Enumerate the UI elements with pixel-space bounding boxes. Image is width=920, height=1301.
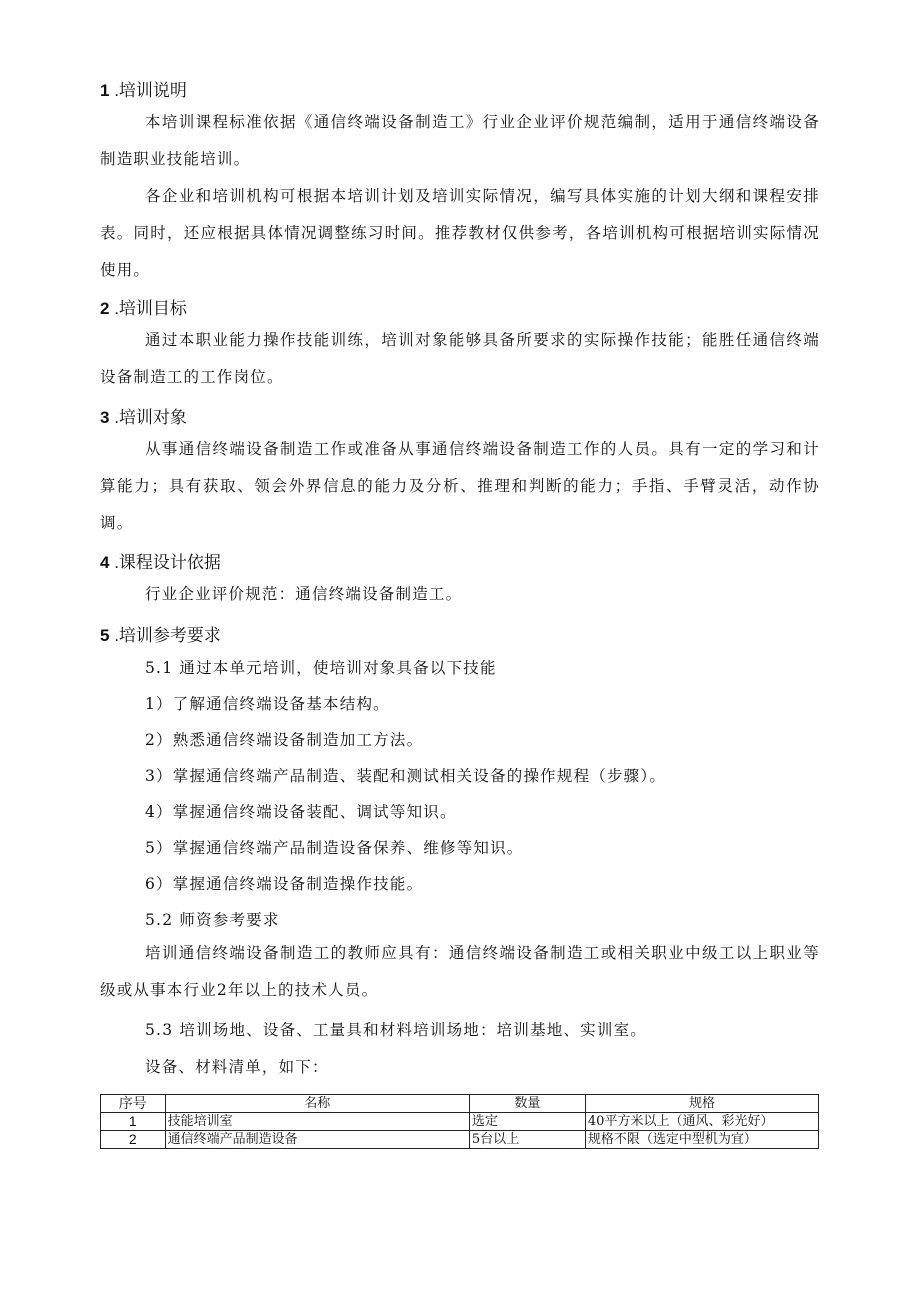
column-header: 数量 [469,1095,585,1113]
table-cell: 2 [101,1131,166,1149]
column-header: 序号 [101,1095,166,1113]
section-title: .培训参考要求 [114,626,221,645]
section-number: 5 [100,626,110,645]
subsection-5-3: 5.3 培训场地、设备、工量具和材料培训场地：培训基地、实训室。 [145,1021,647,1039]
column-header: 规格 [585,1095,818,1113]
table-row [101,1131,819,1149]
table-cell: 通信终端产品制造设备 [165,1131,469,1149]
section-title: .培训目标 [114,299,187,318]
equipment-table [100,1094,819,1149]
subsection-5-2: 5.2 师资参考要求 [145,911,280,929]
table-header-row [101,1095,819,1113]
table-cell: 40平方米以上（通风、彩光好） [585,1113,818,1131]
paragraph: 培训通信终端设备制造工的教师应具有：通信终端设备制造工或相关职业中级工以上职业等级或从事本行业2年以上的技术人员。 [100,944,820,999]
paragraph: 本培训课程标准依据《通信终端设备制造工》行业企业评价规范编制，适用于通信终端设备制造职业技能培训。 [100,113,820,168]
column-header: 名称 [165,1095,469,1113]
section-number: 1 [100,81,110,100]
section-title: .培训对象 [114,408,187,427]
section-2-heading [100,294,187,319]
list-item: 3）掌握通信终端产品制造、装配和测试相关设备的操作规程（步骤）。 [145,767,667,785]
section-3-heading [100,403,187,428]
section-5-heading [100,621,221,646]
subsection-5-1: 5.1 通过本单元培训，使培训对象具备以下技能 [145,659,497,677]
section-1-heading [100,76,187,101]
list-item: 2）熟悉通信终端设备制造加工方法。 [145,731,424,749]
list-item: 1）了解通信终端设备基本结构。 [145,695,390,713]
paragraph: 从事通信终端设备制造工作或准备从事通信终端设备制造工作的人员。具有一定的学习和计算能力；具有获取、领会外界信息的能力及分析、推理和判断的能力；手指、手臂灵活，动作协调。 [100,440,820,532]
paragraph: 通过本职业能力操作技能训练，培训对象能够具备所要求的实际操作技能；能胜任通信终端设备制造工的工作岗位。 [100,331,820,386]
table-cell: 1 [101,1113,166,1131]
list-intro: 设备、材料清单，如下： [145,1058,329,1076]
list-item: 4）掌握通信终端设备装配、调试等知识。 [145,803,457,821]
section-number: 3 [100,408,110,427]
table-cell: 规格不限（选定中型机为宜） [585,1131,818,1149]
list-item: 5）掌握通信终端产品制造设备保养、维修等知识。 [145,839,524,857]
paragraph: 各企业和培训机构可根据本培训计划及培训实际情况，编写具体实施的计划大纲和课程安排表。同时，还应根据具体情况调整练习时间。推荐教材仅供参考，各培训机构可根据培训实际情况使用。 [100,187,820,279]
table-cell: 技能培训室 [165,1113,469,1131]
section-title: .课程设计依据 [114,553,221,572]
table-row [101,1113,819,1131]
table-cell: 5台以上 [469,1131,585,1149]
paragraph: 行业企业评价规范：通信终端设备制造工。 [145,585,463,603]
section-number: 4 [100,553,110,572]
list-item: 6）掌握通信终端设备制造操作技能。 [145,875,424,893]
section-number: 2 [100,299,110,318]
section-4-heading [100,548,221,573]
section-title: .培训说明 [114,81,187,100]
table-cell: 选定 [469,1113,585,1131]
